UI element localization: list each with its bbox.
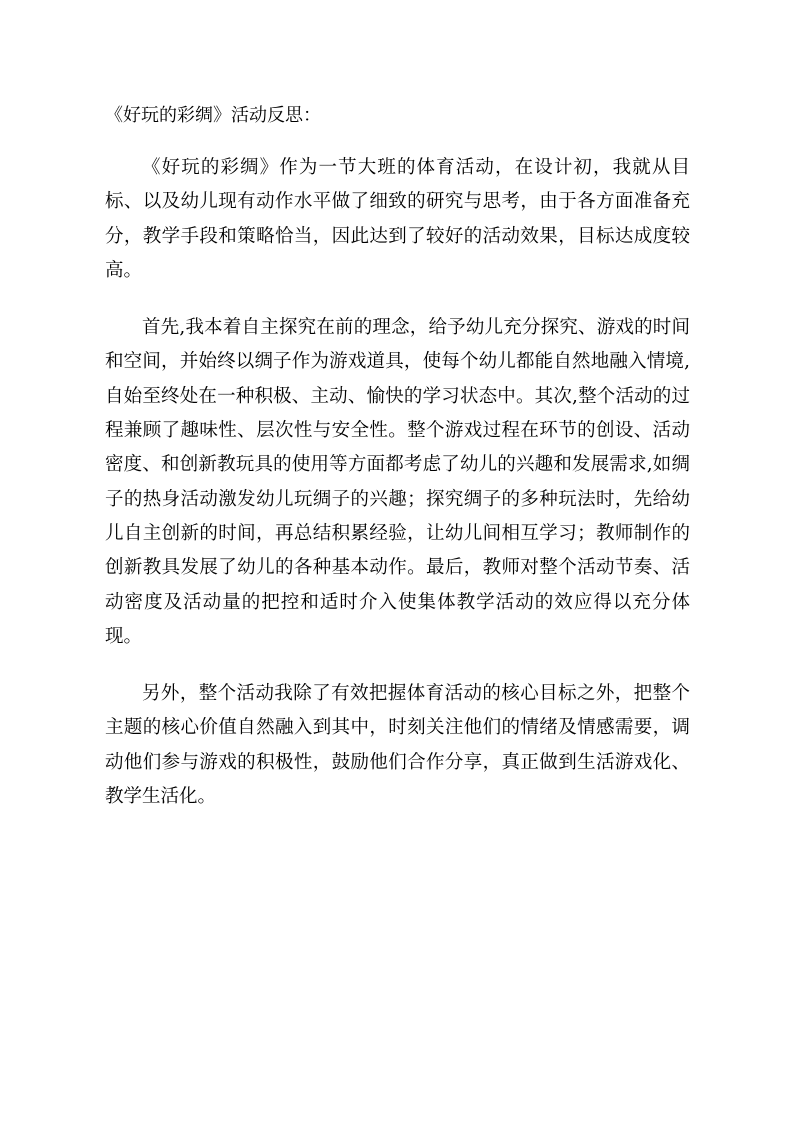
- paragraph-first-point: 首先,我本着自主探究在前的理念，给予幼儿充分探究、游戏的时间和空间，并始终以绸子作为游戏道具，使每个幼儿都能自然地融入情境,自始至终处在一种积极、主动、愉快的学习状态中。其次,整个活动的过程兼顾了趣味性、层次性与安全性。整个游戏过程在环节的创设、活动密度、和创新教玩具的使用等方面都考虑了幼儿的兴趣和发展需求,如绸子的热身活动激发幼儿玩绸子的兴趣；探究绸子的多种玩法时，先给幼儿自主创新的时间，再总结积累经验，让幼儿间相互学习；教师制作的创新教具发展了幼儿的各种基本动作。最后，教师对整个活动节奏、活动密度及活动量的把控和适时介入使集体教学活动的效应得以充分体现。: [105, 317, 690, 647]
- paragraph-additional: 另外，整个活动我除了有效把握体育活动的核心目标之外，把整个主题的核心价值自然融入到其中，时刻关注他们的情绪及情感需要，调动他们参与游戏的积极性，鼓励他们合作分享，真正做到生活游戏化、教学生活化。: [105, 683, 690, 808]
- document-body: [105, 101, 690, 814]
- document-title: 《好玩的彩绸》活动反思：: [105, 105, 321, 126]
- paragraph-intro: 《好玩的彩绸》作为一节大班的体育活动，在设计初，我就从目标、以及幼儿现有动作水平做了细致的研究与思考，由于各方面准备充分，教学手段和策略恰当，因此达到了较好的活动效果，目标达成度较高。: [105, 157, 690, 281]
